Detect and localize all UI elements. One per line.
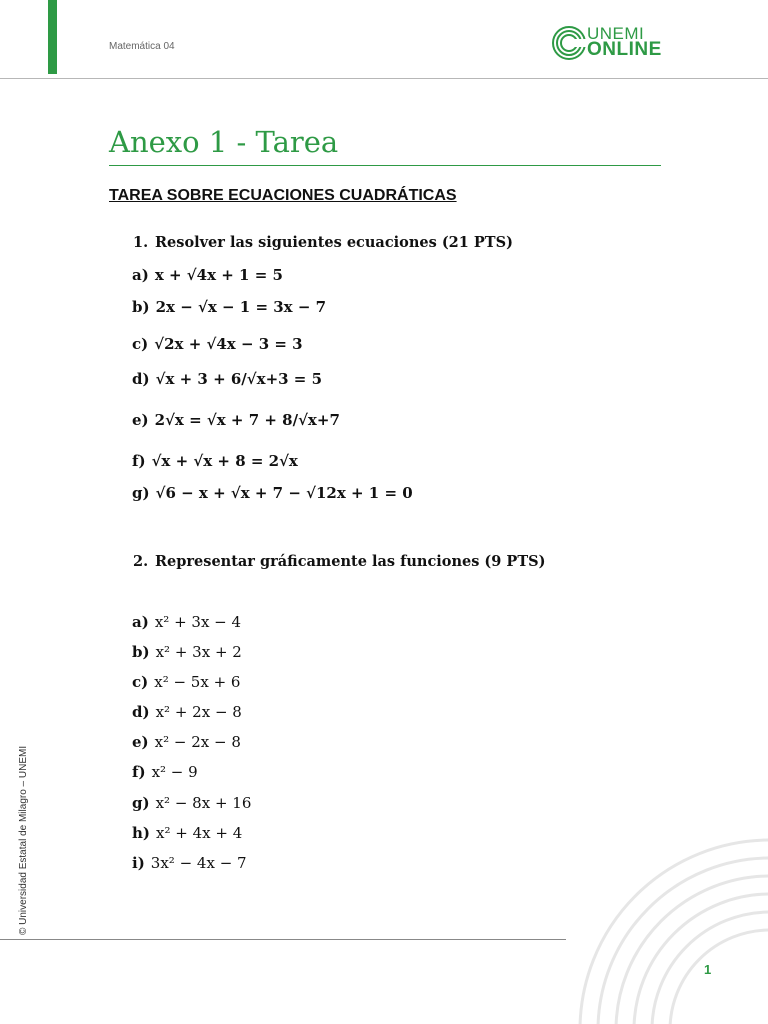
function-item (132, 731, 241, 753)
function-item (132, 761, 198, 783)
function-item (132, 611, 241, 633)
function-expression: x² + 2x − 8 (155, 703, 242, 721)
logo-text-unemi: UNEMI (587, 24, 645, 43)
title-underline (109, 165, 661, 166)
equation-item (132, 409, 340, 431)
item-label: e) (132, 733, 149, 751)
item-label: f) (132, 763, 146, 781)
function-item (132, 671, 240, 693)
copyright-side-text: © Universidad Estatal de Milagro – UNEMI (18, 745, 29, 935)
function-expression: x² − 8x + 16 (155, 794, 252, 812)
function-expression: x² − 5x + 6 (154, 673, 241, 691)
equation-item (132, 368, 322, 390)
footer-divider (0, 939, 566, 940)
item-label: h) (132, 824, 151, 842)
assignment-subtitle: TAREA SOBRE ECUACIONES CUADRÁTICAS (109, 187, 457, 204)
equation-expression: √6 − x + √x + 7 − √12x + 1 = 0 (155, 484, 413, 502)
equation-expression: 2x − √x − 1 = 3x − 7 (155, 298, 327, 316)
function-item (132, 822, 242, 844)
function-item (132, 701, 242, 723)
equation-expression: √x + √x + 8 = 2√x (151, 452, 298, 470)
item-label: b) (132, 298, 150, 316)
function-expression: x² − 9 (151, 763, 198, 781)
function-item (132, 852, 247, 874)
equation-expression: √2x + √4x − 3 = 3 (154, 335, 303, 353)
logo-text-online: ONLINE (587, 39, 662, 60)
item-label: b) (132, 643, 150, 661)
item-label: i) (132, 854, 145, 872)
page-title: Anexo 1 - Tarea (109, 125, 339, 159)
equation-expression: x + √4x + 1 = 5 (154, 266, 283, 284)
equation-item (132, 264, 283, 286)
page-number: 1 (704, 962, 712, 977)
section-number: 1. (133, 234, 149, 251)
decorative-arcs (520, 830, 768, 1024)
item-label: c) (132, 335, 149, 353)
section-1-heading (133, 234, 513, 251)
item-label: g) (132, 794, 150, 812)
equation-expression: √x + 3 + 6/√x+3 = 5 (155, 370, 323, 388)
function-expression: x² − 2x − 8 (154, 733, 241, 751)
item-label: c) (132, 673, 149, 691)
item-label: g) (132, 484, 150, 502)
item-label: f) (132, 452, 146, 470)
section-2-heading (133, 553, 545, 570)
function-item (132, 792, 251, 814)
section-heading-text: Resolver las siguientes ecuaciones (21 PTS) (155, 234, 513, 251)
function-expression: x² + 3x − 4 (154, 613, 242, 631)
item-label: d) (132, 370, 150, 388)
item-label: d) (132, 703, 150, 721)
function-expression: x² + 3x + 2 (155, 643, 242, 661)
section-heading-text: Representar gráficamente las funciones (9 PTS) (155, 553, 546, 570)
equation-item (132, 450, 298, 472)
item-label: a) (132, 613, 149, 631)
section-number: 2. (133, 553, 149, 570)
equation-expression: 2√x = √x + 7 + 8/√x+7 (154, 411, 340, 429)
item-label: e) (132, 411, 149, 429)
equation-item (132, 333, 303, 355)
function-expression: x² + 4x + 4 (156, 824, 243, 842)
logo-rings-icon (551, 23, 587, 63)
equation-item (132, 482, 413, 504)
header-accent-bar (48, 0, 57, 74)
function-expression: 3x² − 4x − 7 (150, 854, 247, 872)
unemi-online-logo (551, 23, 661, 63)
item-label: a) (132, 266, 149, 284)
equation-item (132, 296, 326, 318)
function-item (132, 641, 242, 663)
course-name: Matemática 04 (109, 41, 175, 52)
header-divider (0, 78, 768, 79)
